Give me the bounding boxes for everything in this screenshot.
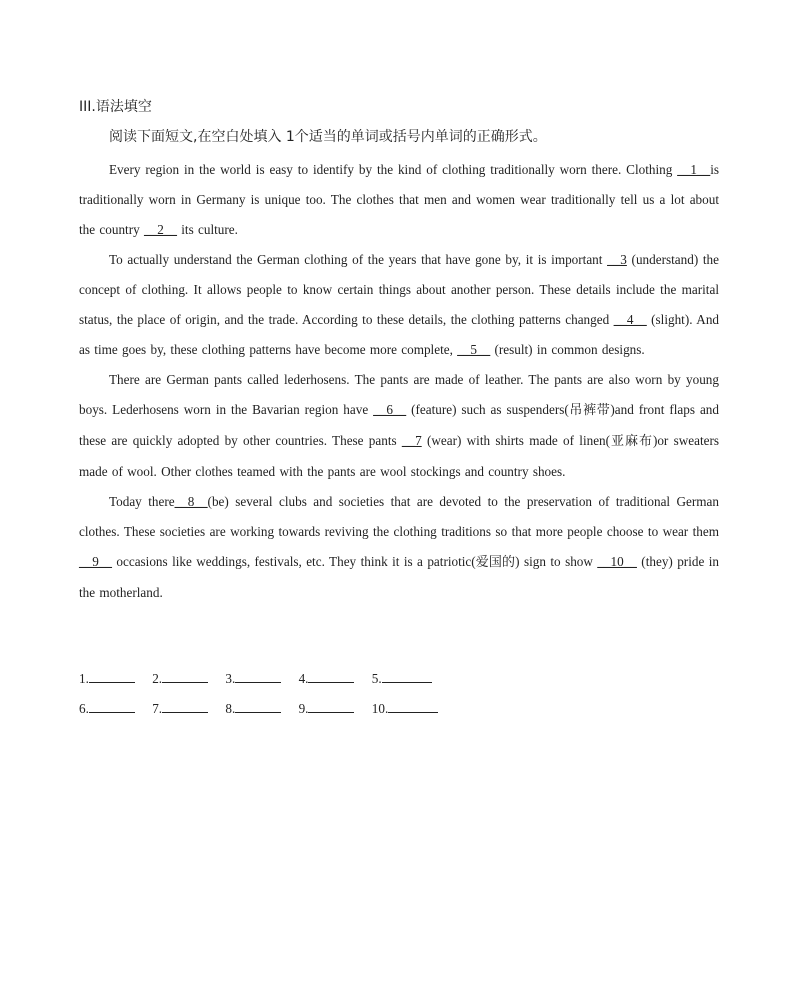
answer-number: 3. (225, 671, 236, 686)
answer-slot-6[interactable] (79, 694, 135, 724)
instruction-text: 阅读下面短文,在空白处填入 1个适当的单词或括号内单词的正确形式。 (109, 129, 547, 145)
text: (feature) such as suspenders( (406, 402, 569, 417)
answer-line[interactable] (382, 670, 432, 683)
answer-slot-9[interactable] (299, 694, 355, 724)
text: its culture. (176, 222, 238, 237)
blank-6: __6__ (373, 402, 407, 417)
answer-line[interactable] (308, 700, 354, 713)
text: (wear) with shirts made of linen( (421, 433, 611, 448)
answer-slot-10[interactable] (372, 694, 438, 724)
answer-slot-8[interactable] (225, 694, 281, 724)
paragraph-4 (79, 487, 719, 608)
text: )or sweaters made of wool. Other clothes teamed with the pants are wool stockings and country shoes. (79, 433, 719, 479)
answer-slot-5[interactable] (372, 664, 432, 694)
text: (result) in common designs. (490, 342, 645, 357)
answer-line[interactable] (235, 670, 281, 683)
section-heading: III.语法填空 (79, 99, 152, 115)
answer-number: 7. (152, 701, 163, 716)
answer-slot-3[interactable] (225, 664, 281, 694)
blank-1: __1__ (677, 162, 711, 177)
blank-9: __9__ (79, 554, 112, 569)
answer-number: 2. (152, 671, 163, 686)
answer-line[interactable] (235, 700, 281, 713)
paragraph-2 (79, 245, 719, 365)
answer-lines (79, 664, 452, 724)
text: is traditionally worn in Germany is unique too. The clothes that men and women wear traditionally tell us a lot about the country (79, 162, 719, 237)
answer-line[interactable] (308, 670, 354, 683)
text: ) sign to show (515, 554, 598, 569)
text: )and front flaps and these are quickly adopted by other countries. These pants (79, 402, 719, 448)
blank-8: __8__ (174, 494, 208, 509)
answer-number: 5. (371, 671, 382, 686)
gloss-text: 亚麻布 (610, 434, 653, 449)
answer-slot-2[interactable] (152, 664, 208, 694)
answer-number: 9. (298, 701, 309, 716)
answer-slot-1[interactable] (79, 664, 135, 694)
answer-number: 4. (298, 671, 309, 686)
text: (they) pride in the motherland. (79, 554, 719, 600)
blank-2: __2__ (144, 222, 177, 237)
answer-row-2 (79, 694, 452, 724)
text: occasions like weddings, festivals, etc. They think it is a patriotic( (111, 554, 476, 569)
answer-line[interactable] (162, 700, 208, 713)
answer-line[interactable] (89, 670, 135, 683)
blank-4: __4__ (613, 312, 647, 327)
answer-number: 8. (225, 701, 236, 716)
gloss-text: 吊裤带 (568, 403, 611, 418)
blank-7: __7 (401, 433, 422, 448)
passage (79, 155, 719, 608)
blank-3: __3 (607, 252, 627, 267)
paragraph-1 (79, 155, 719, 245)
gloss-text: 爱国的 (475, 555, 516, 570)
answer-number: 1. (79, 671, 89, 686)
text: (understand) the concept of clothing. It allows people to know certain things about another person. These details include the marital status, the place of origin, and the trade. According to these details, the clothing patterns changed (79, 252, 719, 327)
answer-number: 6. (79, 701, 89, 716)
answer-line[interactable] (162, 670, 208, 683)
text: (slight). And as time goes by, these clothing patterns have become more complete, (79, 312, 720, 357)
answer-number: 10. (371, 701, 389, 716)
text: To actually understand the German clothing of the years that have gone by, it is important (109, 252, 608, 267)
answer-slot-4[interactable] (299, 664, 355, 694)
answer-slot-7[interactable] (152, 694, 208, 724)
text: Every region in the world is easy to identify by the kind of clothing traditionally worn there. Clothing (109, 162, 678, 177)
blank-10: __10__ (597, 554, 637, 569)
answer-row-1 (79, 664, 452, 694)
answer-line[interactable] (89, 700, 135, 713)
text: Today there (109, 494, 175, 509)
text: (be) several clubs and societies that are devoted to the preservation of traditional German clothes. These societies are working towards reviving the clothing traditions so that more people choose to wear them (79, 494, 720, 539)
blank-5: __5__ (457, 342, 491, 357)
paragraph-3 (79, 365, 719, 487)
text: There are German pants called lederhosens. The pants are made of leather. The pants are also worn by young boys. Lederhosens worn in the Bavarian region have (79, 372, 719, 417)
answer-line[interactable] (388, 700, 438, 713)
